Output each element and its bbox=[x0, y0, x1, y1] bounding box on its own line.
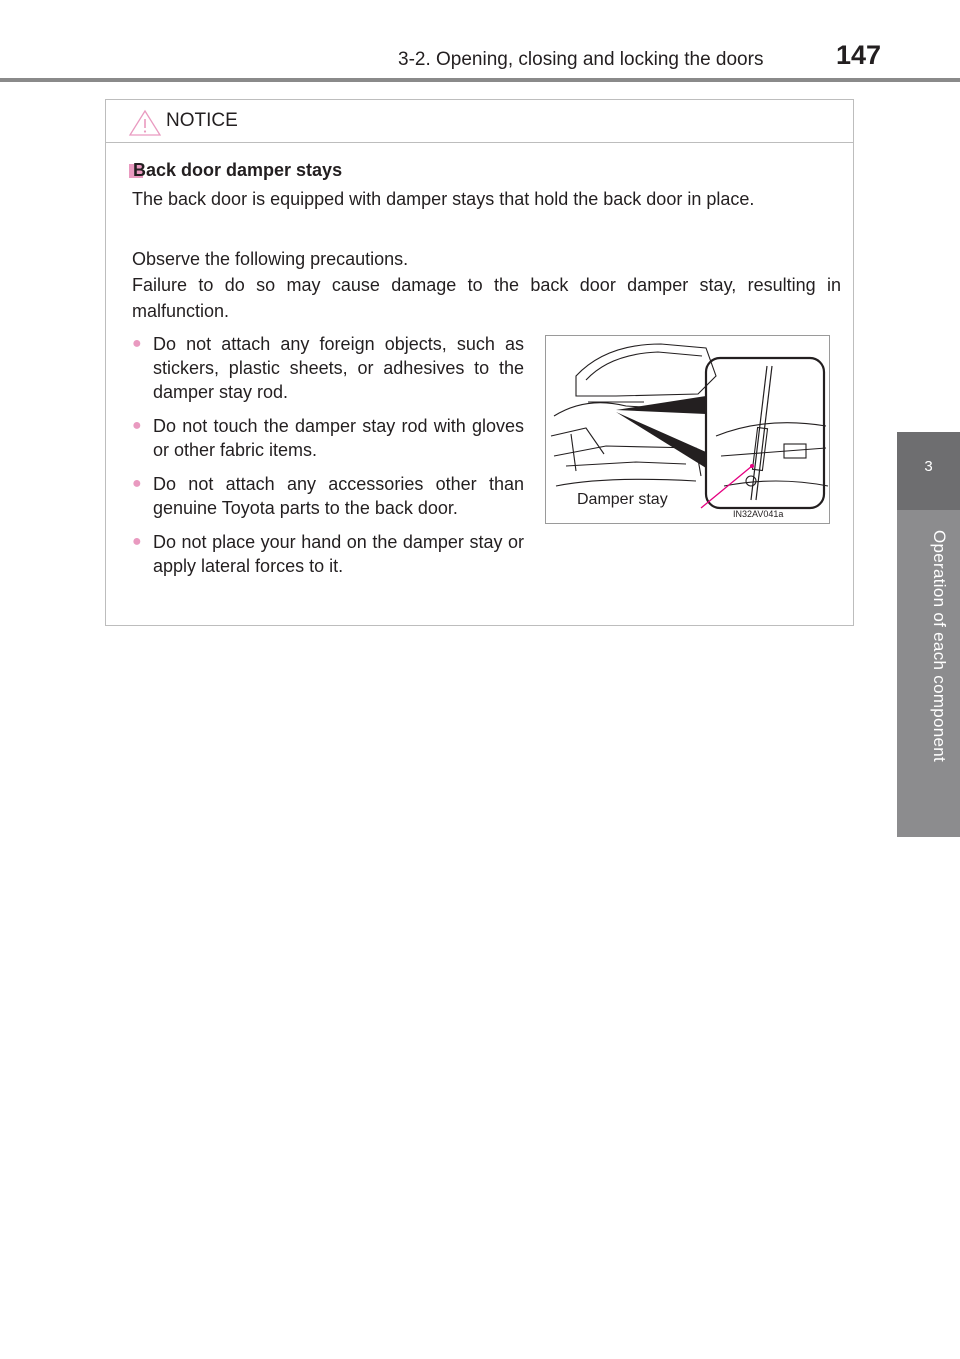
paragraph-intro: The back door is equipped with damper stays that hold the back door in place. bbox=[132, 189, 755, 209]
page-header-title: 3-2. Opening, closing and locking the doors bbox=[398, 49, 764, 70]
bullet-dot-icon: ● bbox=[132, 533, 142, 550]
paragraph-precautions-line1: Observe the following precautions. bbox=[132, 249, 409, 269]
list-item bbox=[132, 472, 524, 520]
page-number: 147 bbox=[836, 40, 882, 70]
chapter-tab-title: Operation of each component bbox=[930, 530, 949, 763]
paragraph-precautions-line2: Failure to do so may cause damage to the back door damper stay, resulting in malfunction. bbox=[132, 275, 841, 321]
warning-triangle-icon bbox=[128, 109, 162, 137]
paragraph-precautions bbox=[132, 246, 841, 324]
list-item-text: Do not attach any accessories other than genuine Toyota parts to the back door. bbox=[153, 474, 524, 518]
damper-stay-figure bbox=[545, 335, 830, 524]
list-item-text: Do not touch the damper stay rod with gloves or other fabric items. bbox=[153, 416, 524, 460]
figure-code: IN32AV041a bbox=[733, 509, 784, 519]
list-item bbox=[132, 530, 524, 578]
bullet-dot-icon: ● bbox=[132, 417, 142, 434]
list-item-text: Do not attach any foreign objects, such as stickers, plastic sheets, or adhesives to the damper stay rod. bbox=[153, 334, 524, 402]
bullet-dot-icon: ● bbox=[132, 335, 142, 352]
precaution-list bbox=[132, 332, 524, 588]
bullet-dot-icon: ● bbox=[132, 475, 142, 492]
notice-header bbox=[106, 100, 853, 143]
section-title: Back door damper stays bbox=[133, 160, 343, 180]
list-item bbox=[132, 332, 524, 404]
chapter-tab-number: 3 bbox=[924, 458, 933, 475]
notice-box bbox=[105, 99, 854, 626]
figure-callout-damper-stay: Damper stay bbox=[577, 491, 668, 508]
header-rule bbox=[0, 78, 960, 82]
notice-label: NOTICE bbox=[166, 110, 238, 131]
section-title-wrap bbox=[133, 160, 342, 181]
list-item-text: Do not place your hand on the damper stay or apply lateral forces to it. bbox=[153, 532, 524, 576]
list-item bbox=[132, 414, 524, 462]
